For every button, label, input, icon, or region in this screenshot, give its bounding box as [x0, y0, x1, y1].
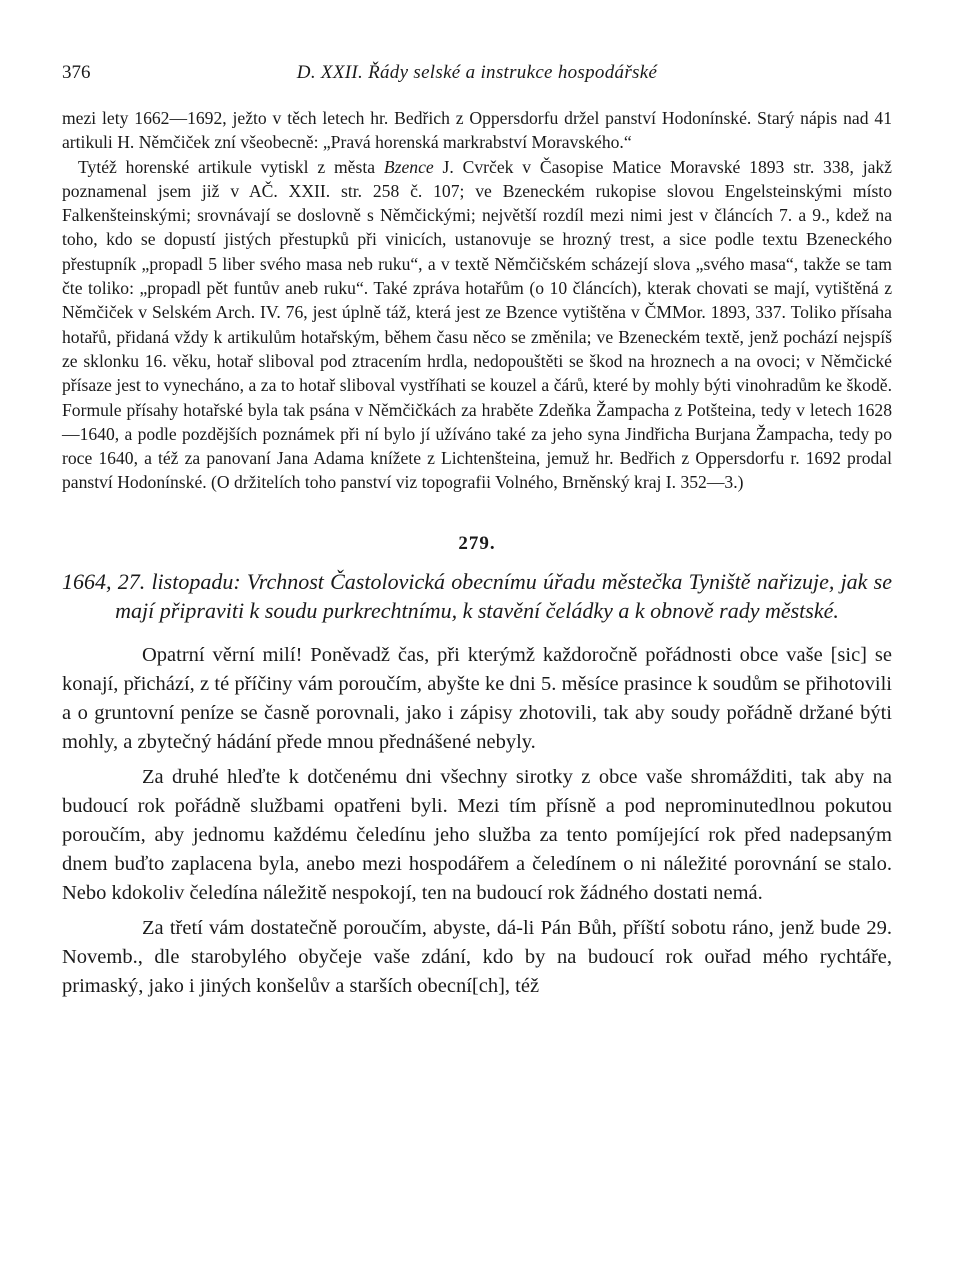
document-number: 279.: [458, 532, 496, 554]
running-title: D. XXII. Řády selské a instrukce hospodářské: [296, 62, 658, 83]
body-paragraph: Opatrní věrní milí! Poněvadž čas, při kterýmž každoročně pořádnosti obce vaše [sic] se konají, přichází, z té příčiny vám poroučím, abyšte ke dni 5. měsíce prasince k soudům se přihotovili a o gruntovní peníze se časně porovnali, jako i zápisy zhotovili, tak aby soudy pořádně držané býti mohly, a zbytečný hádání přede mnou přednášené nebyly.: [62, 643, 892, 753]
note-paragraph: [62, 155, 892, 495]
note-text: Tytéž horenské artikule vytiskl z města: [78, 156, 384, 177]
note-text: J. Cvrček v Časopise Matice Moravské 1893 str. 338, jakž poznamenal jsem již v AČ. XXII. str. 258 č. 107; ve Bzeneckém rukopise slovou Engelsteinskými místo Falkenšteinskými; srovnávají se doslovně s Němčickými; největší rozdíl mezi nimi jest v článcích 7. a 9., kdež na toho, kdo se dopustí jistých přestupků při vinicích, ustanovuje se hrozný trest, a sice podle textu Bzeneckého přestupník „propadl 5 liber svého masa neb ruku“, a v textě Němčičském scházejí slova „svého masa“, takže se tam čte toliko: „propadl pět funtův aneb ruku“. Také zpráva hotařům (o 10 článcích), kterak chovati se mají, vytištěná z Němčiček v Selském Arch. IV. 76, jest úplně táž, která jest ze Bzence vytištěna v ČMMor. 1893, 337. Toliko přísaha hotařů, přidaná vždy k artikulům hotařským, během času něco se změnila; ve Bzeneckém textě, jenž pochází nejspíš ze sklonku 16. věku, hotař sliboval pod ztracením hrdla, nedopouštěti se škod na hroznech a na ovoci; v Němčické přísaze jest to vynecháno, a za to hotař sliboval vystříhati se kouzel a čárů, které by mohly býti vinohradům ke škodě. Formule přísahy hotařské byla tak psána v Němčičkách za hraběte Zdeňka Žampacha z Potšteina, tedy v letech 1628—1640, a podle pozdějších poznámek při ní bylo jí užíváno také za jeho syna Jindřicha Burjana Žampacha, tedy po roce 1640, a též za panovaní Jana Adama knížete z Lichtenšteina, jemuž hr. Bedřich z Oppersdorfu r. 1692 prodal panství Hodonínské. (O držitelích toho panství viz topografii Volného, Brněnský kraj I. 352—3.): [62, 156, 892, 493]
note-paragraph: mezi lety 1662—1692, ježto v těch letech hr. Bedřich z Oppersdorfu držel panství Hodonínské. Starý nápis nad 41 artikuli H. Němčiček zní všeobecně: „Pravá horenská markrabství Moravského.“: [62, 108, 892, 153]
document-body: [62, 641, 892, 1001]
document-regest: 1664, 27. listopadu: Vrchnost Častolovická obecnímu úřadu městečka Tyniště nařizuje, jak se mají připraviti k soudu purkrechtnímu, k stavění čeládky a k obnově rady městské.: [62, 568, 892, 623]
body-paragraph: Za třetí vám dostatečně poroučím, abyste, dá-li Pán Bůh, příští sobotu ráno, jenž bude 29. Novemb., dle starobylého obyčeje vaše zdání, kdo by na budoucí rok ouřad mého rychtáře, primaský, jako i jiných konšelův a starších obecní[ch], též: [62, 916, 892, 997]
document-page: [62, 62, 892, 1001]
footnote-block: [62, 106, 892, 495]
page-number: 376: [62, 62, 91, 83]
note-city-name: Bzence: [383, 156, 434, 177]
page-header: [62, 62, 892, 92]
body-paragraph: Za druhé hleďte k dotčenému dni všechny sirotky z obce vaše shromážditi, tak aby na budoucí rok pořádně službami opatřeni byli. Mezi tím přísně a pod neprominutedlnou pokutou poroučím, aby jednomu každému čeledínu jeho služba za tento pomíjející rok před nadepsaným dnem buďto zaplacena byla, anebo mezi hospodářem a čeledínem o ni náležité porovnání se stalo. Nebo kdokoliv čeledína náležitě nespokojí, ten na budoucí rok žádného dostati nemá.: [62, 765, 892, 904]
